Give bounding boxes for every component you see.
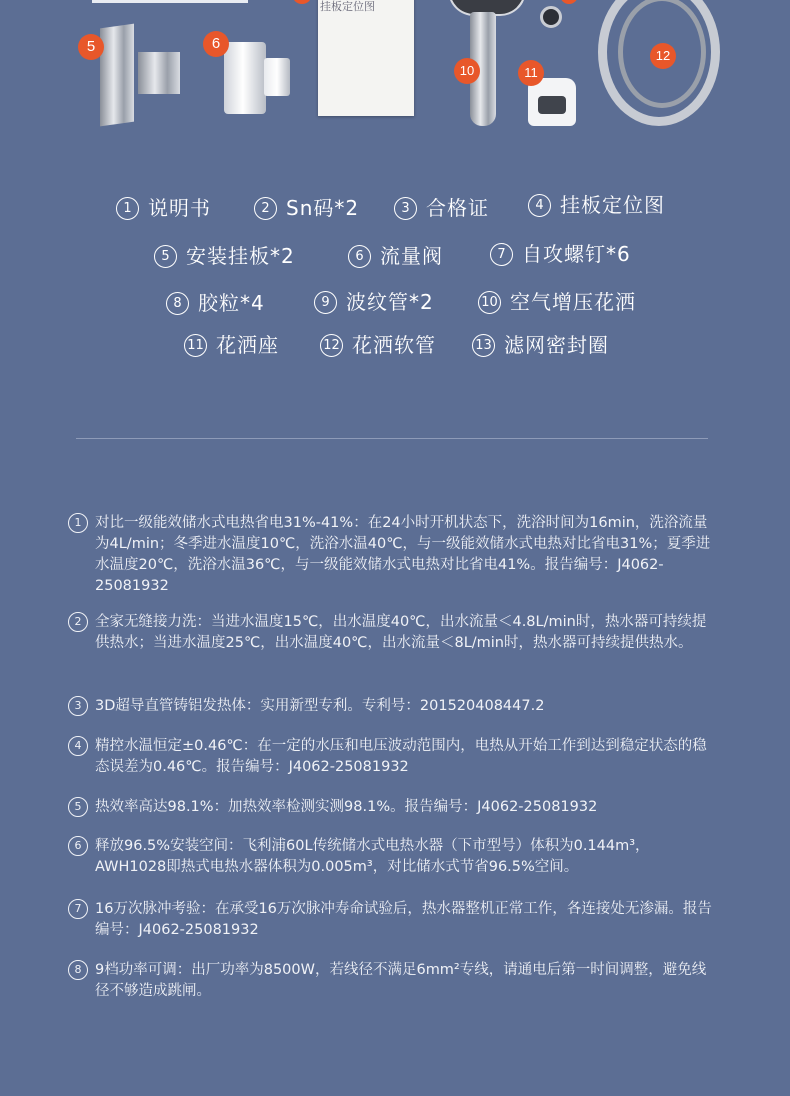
part-label: 胶粒*4 — [198, 291, 265, 315]
footnote-text: 对比一级能效储水式电热省电31%-41%：在24小时开机状态下，洗浴时间为16min，洗浴流量为4L/min；冬季进水温度10℃，洗浴水温40℃，与一级能效储水式电热对比省电31%；夏季进水温度20℃，洗浴水温36℃，与一级能效储水式电热对比省电41%。报告编号：J4062-25081932 — [95, 515, 711, 594]
footnote-number: 8 — [68, 960, 88, 980]
part-item — [472, 329, 609, 358]
footnote-item — [68, 513, 718, 597]
part-number: 3 — [394, 197, 417, 220]
footnote-item — [68, 899, 718, 941]
footnote-item — [68, 960, 718, 1002]
flow-valve-nut — [264, 58, 290, 96]
part-label: 流量阀 — [380, 244, 443, 268]
part-number: 5 — [154, 245, 177, 268]
part-number: 13 — [472, 334, 495, 357]
section-divider — [76, 438, 708, 439]
part-number: 2 — [254, 197, 277, 220]
badge-partial — [560, 0, 578, 4]
part-item — [116, 192, 211, 221]
footnote-text: 9档功率可调：出厂功率为8500W，若线径不满足6mm²专线，请通电后第一时间调整，避免线径不够造成跳闸。 — [95, 962, 707, 999]
part-item — [490, 238, 631, 267]
footnote-text: 16万次脉冲考验：在承受16万次脉冲寿命试验后，热水器整机正常工作，各连接处无渗漏。报告编号：J4062-25081932 — [95, 901, 712, 938]
footnote-item — [68, 696, 718, 717]
part-label: 安装挂板*2 — [186, 244, 295, 268]
footnote-text: 释放96.5%安装空间：飞利浦60L传统储水式电热水器（下市型号）体积为0.144m³，AWH1028即热式电热水器体积为0.005m³，对比储水式节省96.5%空间。 — [95, 838, 650, 875]
part-number: 11 — [184, 334, 207, 357]
part-item — [166, 287, 265, 316]
footnote-number: 3 — [68, 696, 88, 716]
footnote-item — [68, 797, 718, 818]
top-item-remnant — [92, 0, 248, 3]
footnote-item — [68, 612, 718, 654]
footnote-item — [68, 736, 718, 778]
part-label: 说明书 — [148, 196, 211, 220]
part-number: 7 — [490, 243, 513, 266]
footnote-text: 3D超导直管铸铝发热体：实用新型专利。专利号：201520408447.2 — [95, 698, 545, 714]
part-number: 1 — [116, 197, 139, 220]
footnote-number: 5 — [68, 797, 88, 817]
part-label: Sn码*2 — [286, 196, 360, 220]
shower-holder-slot — [538, 96, 566, 114]
part-label: 波纹管*2 — [346, 290, 434, 314]
part-number: 6 — [348, 245, 371, 268]
mounting-bracket-image — [138, 52, 180, 94]
footnote-text: 全家无缝接力洗：当进水温度15℃，出水温度40℃，出水流量＜4.8L/min时，热水器可持续提供热水；当进水温度25℃，出水温度40℃，出水流量＜8L/min时，热水器可持续提供热水。 — [95, 614, 707, 651]
mounting-bracket-image — [100, 24, 134, 127]
part-label: 花洒座 — [216, 333, 279, 357]
footnote-number: 2 — [68, 612, 88, 632]
footnote-text: 热效率高达98.1%：加热效率检测实测98.1%。报告编号：J4062-25081932 — [95, 799, 598, 815]
part-label: 合格证 — [426, 196, 489, 220]
badge-partial — [292, 0, 312, 4]
footnote-number: 7 — [68, 899, 88, 919]
flow-valve-image — [224, 42, 266, 114]
part-number: 12 — [320, 334, 343, 357]
part-label: 空气增压花洒 — [510, 290, 636, 314]
part-item — [254, 192, 359, 221]
footnote-number: 1 — [68, 513, 88, 533]
part-item — [528, 189, 665, 218]
footnote-number: 4 — [68, 736, 88, 756]
badge-6: 6 — [203, 31, 229, 57]
footnote-text: 精控水温恒定±0.46℃：在一定的水压和电压波动范围内，电热从开始工作到达到稳定状态的稳态误差为0.46℃。报告编号：J4062-25081932 — [95, 738, 707, 775]
part-item — [394, 192, 489, 221]
part-item — [154, 240, 295, 269]
part-number: 8 — [166, 292, 189, 315]
product-image-strip — [0, 0, 790, 140]
positioning-card-label: 挂板定位图 — [320, 0, 375, 13]
part-item — [478, 286, 636, 315]
part-item — [184, 329, 279, 358]
part-number: 9 — [314, 291, 337, 314]
footnote-item — [68, 836, 718, 878]
part-item — [314, 286, 434, 315]
part-item — [348, 240, 443, 269]
badge-12: 12 — [650, 43, 676, 69]
part-label: 挂板定位图 — [560, 193, 665, 217]
positioning-card-image — [318, 0, 414, 116]
part-number: 4 — [528, 194, 551, 217]
seal-ring-image — [540, 6, 562, 28]
part-label: 花洒软管 — [352, 333, 436, 357]
badge-10: 10 — [454, 58, 480, 84]
part-label: 滤网密封圈 — [504, 333, 609, 357]
part-label: 自攻螺钉*6 — [522, 242, 631, 266]
footnote-number: 6 — [68, 836, 88, 856]
part-number: 10 — [478, 291, 501, 314]
part-item — [320, 329, 436, 358]
badge-11: 11 — [518, 60, 544, 86]
badge-5: 5 — [78, 34, 104, 60]
